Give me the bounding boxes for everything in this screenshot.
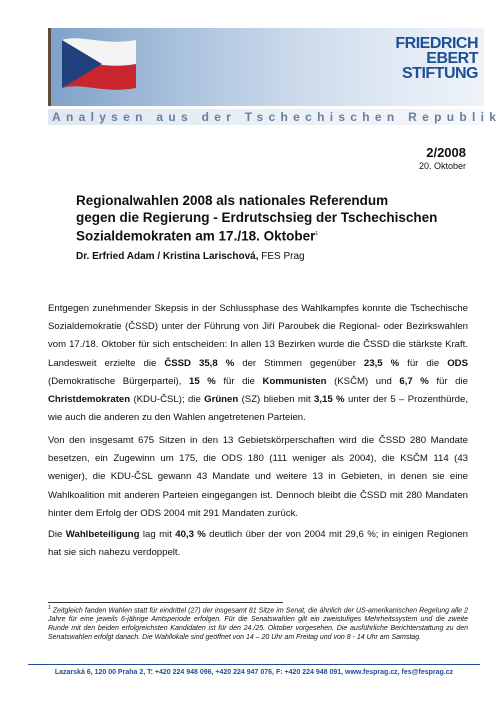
logo-line-1: FRIEDRICH bbox=[395, 35, 478, 52]
p1-text: Entgegen zunehmender Skepsis in der Schlussphase des Wahlkampfes konnte die Tschechische Sozialdemokratie (ČSSD) unter der Führung von Jiří Paroubek die Regional- oder Bezirkswahlen vom 17./18. Oktober für sich entscheiden: In allen 13 Bezirken wurde die ČSSD die stärkste Kraft. Landesweit erzielte die bbox=[48, 303, 468, 369]
footnote-marker: 1 bbox=[48, 605, 51, 611]
author-org: FES Prag bbox=[258, 251, 305, 262]
logo-line-2: EBERT bbox=[426, 50, 478, 67]
footnote-text: Zeitgleich fanden Wahlen statt für eindrittel (27) der insgesamt 81 Sitze im Senat, die ähnlich der US-amerikanischen Regelung alle 2 Jahre für eine jeweils 6-jährige Amtsperiode erfolgen. Für die Senatswahlen gilt ein zweistufiges Mehrheitssystem und die zweite Runde mit den beiden erfolgreichsten Kandidaten ist für den 24./25. Oktober vorgesehen. Die ausführliche Berichterstattung zu den Senatswahlen erfolgt danach. Die Wahllokale sind geöffnet von 14 – 20 Uhr am Freitag und von 8 - 14 Uhr am Samstag. bbox=[48, 607, 468, 641]
paragraph-1 bbox=[48, 300, 468, 427]
author-names: Dr. Erfried Adam / Kristina Larischová, bbox=[76, 251, 259, 262]
flag-pole bbox=[48, 28, 51, 106]
footnote-ref: 1 bbox=[315, 231, 319, 237]
fes-logo bbox=[368, 36, 478, 81]
p1-text: für die bbox=[428, 375, 468, 387]
footer-divider bbox=[28, 664, 480, 665]
czech-flag-icon bbox=[58, 34, 140, 94]
logo-line-3: STIFTUNG bbox=[402, 65, 478, 82]
series-subtitle: Analysen aus der Tschechischen Republik bbox=[52, 110, 502, 124]
p1-text: für die bbox=[215, 375, 263, 387]
p1-bold: ODS bbox=[447, 357, 468, 369]
title-line-3 bbox=[76, 226, 476, 245]
header-banner bbox=[48, 28, 502, 124]
issue-date: 20. Oktober bbox=[418, 161, 466, 171]
subtitle-bar bbox=[48, 109, 502, 125]
p1-text: für die bbox=[399, 357, 448, 369]
issue-info bbox=[419, 145, 466, 171]
p1-text: (Demokratische Bürgerpartei), bbox=[48, 375, 189, 387]
title-line-3-text: Sozialdemokraten am 17./18. Oktober bbox=[76, 228, 316, 244]
title-line-1: Regionalwahlen 2008 als nationales Referendum bbox=[76, 193, 389, 208]
footnote-divider bbox=[48, 602, 283, 603]
p1-bold: 3,15 % bbox=[314, 394, 345, 406]
title-line-2: gegen die Regierung - Erdrutschsieg der Tschechischen bbox=[76, 209, 438, 225]
issue-number: 2/2008 bbox=[426, 145, 466, 160]
p3-text: deutlich über der von 2004 mit 29,6 %; in einigen Regionen hat sie sich nahezu verdoppelt. bbox=[48, 529, 469, 559]
p1-bold: 23,5 % bbox=[363, 357, 400, 369]
p3-bold: 40,3 % bbox=[175, 529, 206, 540]
footnote bbox=[48, 604, 468, 643]
p1-text: (SZ) blieben mit bbox=[238, 394, 315, 406]
p1-text: (KSČM) und bbox=[326, 375, 400, 387]
p1-bold: Grünen bbox=[204, 394, 239, 406]
p1-text: unter der 5 – Prozenthürde, wie auch die anderen zu den Wahlen angetretenen Parteien. bbox=[48, 394, 469, 424]
paragraph-2: Von den insgesamt 675 Sitzen in den 13 Gebietskörperschaften wird die ČSSD 280 Mandate besetzen, ein Zugewinn um 175, die ODS 180 (111 weniger als 2004), die KSČM 114 (43 weniger), die KDU-ČSL gewann 43 Mandate und weitere 13 in Gebieten, in denen sie eine Wahlkoalition mit anderen Parteien eingegangen ist. Dennoch bleibt die ČSSD mit 280 Mandaten hinter dem Erfolg der ODS 2004 mit 291 Mandaten zurück. bbox=[48, 435, 468, 519]
p1-bold: 15 % bbox=[189, 375, 216, 387]
authors bbox=[76, 251, 305, 262]
p1-bold: Kommunisten bbox=[262, 375, 327, 387]
p1-bold: 6,7 % bbox=[399, 375, 429, 387]
banner-image bbox=[48, 28, 484, 106]
p3-text: Die bbox=[48, 529, 66, 540]
paragraph-3 bbox=[48, 526, 468, 562]
footer-contact: Lazarská 6, 120 00 Praha 2, T: +420 224 948 096, +420 224 947 076, F: +420 224 948 091, www.fesprag.cz, fes@fesprag.cz bbox=[54, 669, 454, 676]
p1-bold: Christdemokraten bbox=[48, 394, 131, 406]
p3-text: lag mit bbox=[139, 529, 176, 540]
p1-text: (KDU-ČSL); die bbox=[130, 394, 205, 406]
p1-bold: ČSSD 35,8 % bbox=[164, 357, 235, 369]
p1-text: der Stimmen gegenüber bbox=[234, 357, 364, 369]
p3-bold: Wahlbeteiligung bbox=[65, 529, 140, 540]
document-title bbox=[76, 193, 476, 245]
